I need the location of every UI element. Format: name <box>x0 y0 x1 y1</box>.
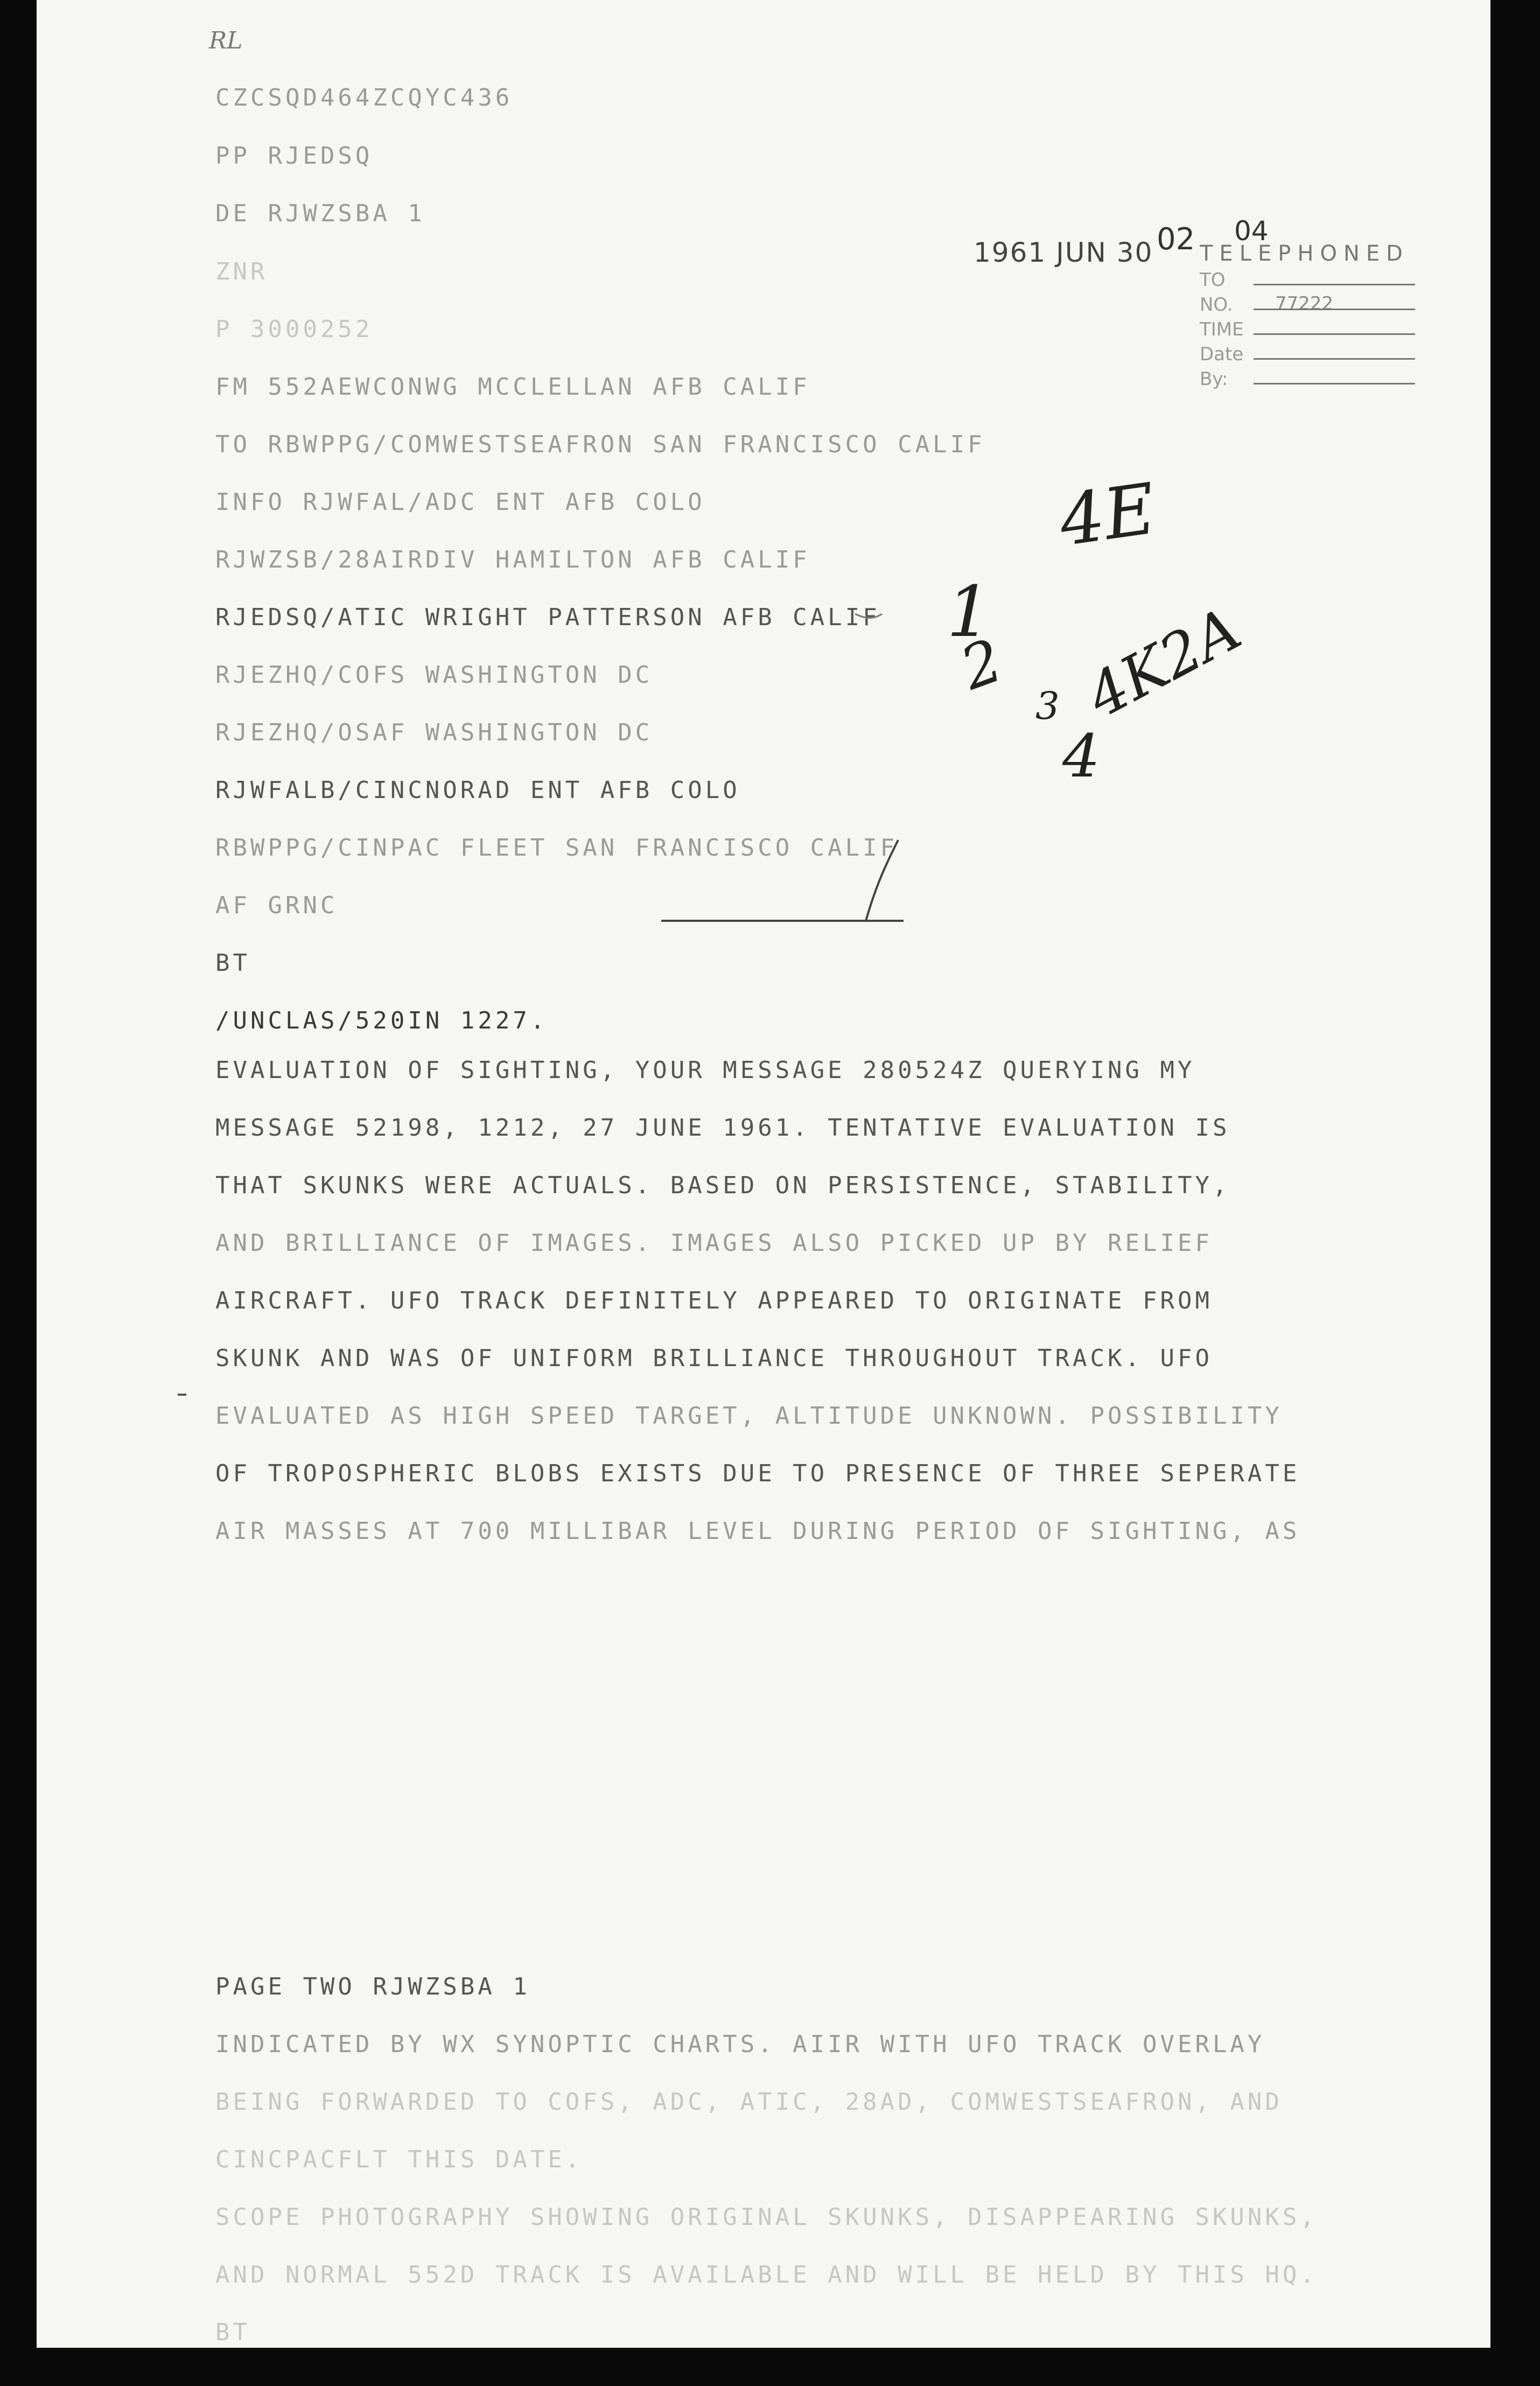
header-line: FM 552AEWCONWG MCCLELLAN AFB CALIF <box>215 373 810 401</box>
page-two-line: INDICATED BY WX SYNOPTIC CHARTS. AIIR WITH UFO TRACK OVERLAY <box>215 2031 1265 2058</box>
header-line: BT <box>215 949 250 977</box>
body-line: SKUNK AND WAS OF UNIFORM BRILLIANCE THROUGHOUT TRACK. UFO <box>215 1345 1213 1372</box>
header-line: RJEZHQ/OSAF WASHINGTON DC <box>215 719 653 746</box>
body-line: EVALUATED AS HIGH SPEED TARGET, ALTITUDE UNKNOWN. POSSIBILITY <box>215 1402 1283 1430</box>
header-line: RJWZSB/28AIRDIV HAMILTON AFB CALIF <box>215 546 810 573</box>
telephoned-label: Date <box>1200 344 1244 365</box>
header-line: RBWPPG/CINPAC FLEET SAN FRANCISCO CALIF <box>215 834 898 862</box>
header-line: AF GRNC <box>215 892 338 919</box>
stamp-minute: 04 <box>1234 215 1269 247</box>
telephoned-label: By: <box>1200 368 1228 390</box>
header-line: CZCSQD464ZCQYC436 <box>215 84 513 111</box>
telephoned-label: TO <box>1200 269 1226 291</box>
page-two-line: AND NORMAL 552D TRACK IS AVAILABLE AND WILL BE HELD BY THIS HQ. <box>215 2261 1318 2289</box>
telephoned-title: TELEPHONED <box>1200 241 1409 266</box>
header-line: ZNR <box>215 258 268 285</box>
body-line: THAT SKUNKS WERE ACTUALS. BASED ON PERSISTENCE, STABILITY, <box>215 1172 1230 1199</box>
page-two-line: CINCPACFLT THIS DATE. <box>215 2146 583 2173</box>
telephoned-label: TIME <box>1200 319 1244 340</box>
header-line: RJWFALB/CINCNORAD ENT AFB COLO <box>215 776 740 804</box>
header-line: INFO RJWFAL/ADC ENT AFB COLO <box>215 488 705 516</box>
handwritten-strokes <box>37 0 1490 2348</box>
header-line: TO RBWPPG/COMWESTSEAFRON SAN FRANCISCO CALIF <box>215 431 985 458</box>
handwritten-note: 4E <box>1054 467 1161 562</box>
handwritten-note: 4 <box>1062 722 1100 790</box>
handwritten-note: 3 <box>1035 684 1060 728</box>
header-line: PP RJEDSQ <box>215 142 373 170</box>
margin-mark <box>178 1394 186 1396</box>
body-line: OF TROPOSPHERIC BLOBS EXISTS DUE TO PRESENCE OF THREE SEPERATE <box>215 1460 1300 1487</box>
page-two-line: BEING FORWARDED TO COFS, ADC, ATIC, 28AD, COMWESTSEAFRON, AND <box>215 2088 1283 2116</box>
body-line: EVALUATION OF SIGHTING, YOUR MESSAGE 280524Z QUERYING MY <box>215 1056 1195 1084</box>
stamp-date: 1961 JUN 30 <box>974 237 1153 268</box>
stamp-hour: 02 <box>1157 222 1195 257</box>
corner-handwritten-mark: RL <box>209 27 243 54</box>
body-line: MESSAGE 52198, 1212, 27 JUNE 1961. TENTATIVE EVALUATION IS <box>215 1114 1230 1142</box>
header-line: DE RJWZSBA 1 <box>215 200 425 227</box>
body-line: AIRCRAFT. UFO TRACK DEFINITELY APPEARED TO ORIGINATE FROM <box>215 1287 1213 1314</box>
body-line: AIR MASSES AT 700 MILLIBAR LEVEL DURING PERIOD OF SIGHTING, AS <box>215 1517 1300 1545</box>
header-line: RJEZHQ/COFS WASHINGTON DC <box>215 661 653 689</box>
header-line: RJEDSQ/ATIC WRIGHT PATTERSON AFB CALIF <box>215 604 880 631</box>
telephoned-label: NO. <box>1200 294 1233 316</box>
page-two-line: SCOPE PHOTOGRAPHY SHOWING ORIGINAL SKUNKS, DISAPPEARING SKUNKS, <box>215 2203 1318 2231</box>
telephoned-number-value: 77222 <box>1275 293 1334 314</box>
page-two-header: PAGE TWO RJWZSBA 1 <box>215 1973 530 2000</box>
body-line: AND BRILLIANCE OF IMAGES. IMAGES ALSO PICKED UP BY RELIEF <box>215 1229 1213 1257</box>
handwritten-note: 1 <box>947 571 991 653</box>
page-two-line: BT <box>215 2319 250 2346</box>
teletype-message-page <box>37 0 1490 2348</box>
handwritten-note: 2 <box>952 625 1011 704</box>
handwritten-note: 4K2A <box>1075 594 1252 731</box>
header-line: /UNCLAS/520IN 1227. <box>215 1007 548 1034</box>
header-line: P 3000252 <box>215 316 373 343</box>
